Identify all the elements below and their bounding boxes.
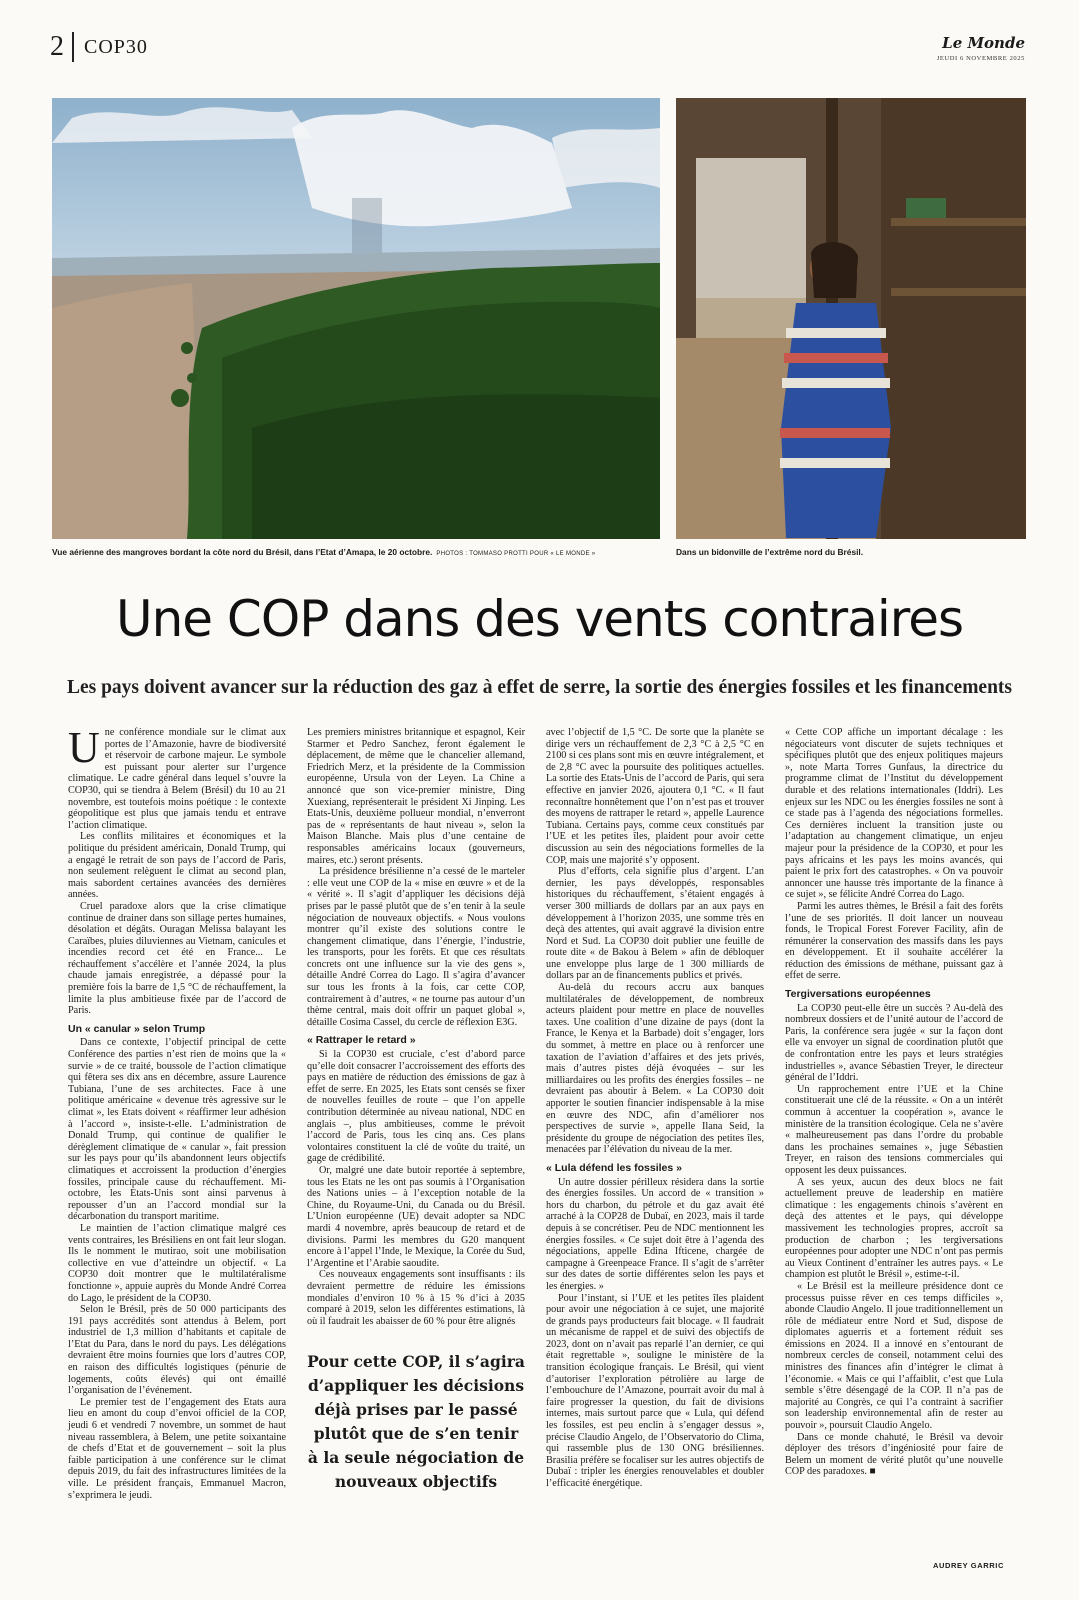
paragraph: La COP30 peut-elle être un succès ? Au-delà des nombreux dossiers et de l’unité autour de l’accord de Paris, la conférence sera jugée « sur la façon dont elle va envoyer un signal de coordination plutôt que de confrontation entre les pays et leurs stratégies industrielles », avance Sébastien Treyer, le directeur général de l’Iddri. — [785, 1002, 1003, 1084]
byline: AUDREY GARRIC — [932, 1561, 1004, 1570]
paragraph: Un autre dossier périlleux résidera dans la sortie des énergies fossiles. Un accord de « transition » hors du charbon, du pétrole et du gaz avait été arraché à la COP28 de Dubaï, en 2023, mais il tarde depuis à se concrétiser. Peu de NDC mentionnent les énergies fossiles. « Ce sujet doit être à l’agenda des négociations, appelle Edina Ifticene, chargée de campagne à Greenpeace France. Il s’agit de s’arrêter sur des dates de sortie différentes selon les pays et les énergies. » — [546, 1176, 764, 1292]
paragraph: Le premier test de l’engagement des Etats aura lieu en amont du coup d’envoi officiel de la COP, jeudi 6 et vendredi 7 novembre, un sommet de haut niveau rassemblera, à Belem, une petite soixantaine de chefs d’Etat et de gouvernement – soit la plus faible participation à une conférence sur le climat depuis 2019, du fait des infrastructures limitées de la ville. Le président français, Emmanuel Macron, s’exprimera le jeudi. — [68, 1396, 286, 1501]
crosshead: Tergiversations européennes — [785, 988, 931, 1001]
shantytown-woman-photo — [676, 98, 1026, 539]
paragraph: Plus d’efforts, cela signifie plus d’argent. L’an dernier, les pays développés, responsables historiques du réchauffement, s’étaient engagés à verser 300 milliards de dollars par an aux pays en développement à l’horizon 2035, une somme très en deçà des attentes, qui avait aggravé la division entre Nord et Sud. La COP30 doit publier une feuille de route dite « de Bakou à Belem » afin de débloquer une enveloppe plus large de 1 300 milliards de dollars par an de financements publics et privés. — [546, 866, 764, 982]
photo-caption-left — [52, 547, 595, 557]
paragraph: Si la COP30 est cruciale, c’est d’abord parce qu’elle doit consacrer l’accroissement des efforts des pays en matière de réduction des émissions de gaz à effet de serre. En 2025, les Etats sont censés se fixer de nouvelles feuilles de route – que l’on appelle contribution déterminée au niveau national, NDC en anglais –, plus ambitieuses, comme le prévoit l’accord de Paris, tous les cinq ans. Ces plans volontaires constituent la clé de voûte du traité, un gage de crédibilité. — [307, 1049, 525, 1165]
subheadline: Les pays doivent avancer sur la réduction des gaz à effet de serre, la sortie des énergies fossiles et les financements — [66, 677, 1013, 698]
paragraph: La présidence brésilienne n’a cessé de le marteler : elle veut une COP de la « mise en œuvre » et de la « vérité ». Il s’agit d’appliquer les décisions déjà prises par le passé plutôt que de s’en tenir à la seule négociation de nouveaux objectifs. « Nous voulons montrer qu’il existe des solutions contre le changement climatique, dans l’énergie, l’industrie, les transports, pour les forêts. Et que ces résultats concrets ont une influence sur la vie des gens », détaille André Correa do Lago. Il s’agira d’avancer sur tous les fronts à la fois, car cette COP, contrairement à d’autres, « ne tourne pas autour d’un thème central, mais doit offrir un paquet global », détaille Cosima Cassel, du cercle de réflexion E3G. — [307, 866, 525, 1028]
headline: Une COP dans des vents contraires — [115, 590, 964, 648]
paragraph: « Le Brésil est la meilleure présidence dont ce processus puisse rêver en ces temps difficiles », abonde Claudio Angelo. Il joue traditionnellement un rôle de médiateur entre Nord et Sud, dispose de diplomates aguerris et a fortement réduit ses émissions en 2024. Il a innové en s’entourant de nombreux cercles de conseil, notamment celui des ministres des finances afin d’intégrer le climat à l’économie. « Mais ce qui l’affaiblit, c’est que Lula semble s’être désengagé de la COP. Il n’a pas de majorité au Congrès, ce qui l’a contraint à sacrifier son leadership environnemental afin de rester au pouvoir », poursuit Claudio Angelo. — [785, 1280, 1003, 1432]
paragraph: Dans ce monde chahuté, le Brésil va devoir déployer des trésors d’ingéniosité pour faire de Belem un moment de vérité plutôt qu’une nouvelle COP des paradoxes. ■ — [785, 1431, 1003, 1478]
paragraph: Les conflits militaires et économiques et la politique du président américain, Donald Trump, qui a engagé le retrait de son pays de l’accord de Paris, non seulement relèguent le climat au second plan, mais sabordent certaines avancées des dernières années. — [68, 831, 286, 901]
article-column-4 — [785, 727, 1003, 1478]
caption-text: Vue aérienne des mangroves bordant la côte nord du Brésil, dans l’Etat d’Amapa, le 20 octobre. — [52, 547, 433, 557]
paragraph: Ces nouveaux engagements sont insuffisants : ils devraient permettre de réduire les émissions mondiales d’environ 10 % à 15 % d’ici à 2035 comparé à 2019, selon les différentes estimations, là où il faudrait les abaisser de 60 % pour être alignés — [307, 1269, 525, 1327]
paragraph: A ses yeux, aucun des deux blocs ne fait actuellement preuve de leadership en matière climatique : les engagements chinois s’avèrent en deçà des attentes et le pays, qui développe massivement les technologies propres, accroît sa production de charbon ; les tergiversations européennes pour adopter une NDC n’ont pas permis au Vieux Continent d’entraîner les autres pays. « Le champion est plutôt le Brésil », estime-t-il. — [785, 1176, 1003, 1281]
article-column-3 — [546, 727, 764, 1490]
page-folio — [50, 32, 148, 62]
paragraph: Cruel paradoxe alors que la crise climatique continue de drainer dans son sillage pertes humaines, désolation et dégâts. Ouragan Melissa balayant les Caraïbes, pluies diluviennes au Vietnam, canicules et incendies record cet été en France... Le réchauffement s’accélère et l’année 2024, la plus chaude jamais enregistrée, a dépassé pour la première fois la barre de 1,5 °C de réchauffement, la limite la plus ambitieuse fixée par de l’accord de Paris. — [68, 900, 286, 1017]
paragraph: Selon le Brésil, près de 50 000 participants des 191 pays accrédités sont attendus à Belem, port industriel de 1,3 million d’habitants et capitale de l’Etat du Para, dans le nord du pays. Les délégations devraient être moins fournies que lors d’autres COP, en raison des difficultés logistiques (pénurie de logements, coûts élevés) qui ont émaillé l’organisation de l’événement. — [68, 1304, 286, 1397]
newspaper-logo: Le Monde — [942, 34, 1025, 52]
photo-caption-right: Dans un bidonville de l’extrême nord du Brésil. — [676, 547, 864, 557]
paragraph: « Cette COP affiche un important décalage : les négociateurs vont discuter de sujets techniques et spécifiques plutôt que des enjeux politiques majeurs », note Marta Torres Gunfaus, la directrice du programme climat de l’Institut du développement durable et des relations internationales (Iddri). Les enjeux sur les NDC ou les énergies fossiles ne sont à ce stade pas à l’agenda des négociations formelles. Ces dernières incluent la transition juste ou l’adaptation au changement climatique, un enjeu majeur pour la présidence de la COP30, et pour les pays africains et les pays les moins avancés, qui paient le prix fort des catastrophes. « On va pouvoir annoncer une hausse très importante de la finance à ce sujet », se félicite André Correa do Lago. — [785, 727, 1003, 901]
crosshead: « Lula défend les fossiles » — [546, 1161, 682, 1174]
page-number: 2 — [50, 31, 64, 62]
article-column-2 — [307, 727, 525, 1327]
folio-divider — [72, 32, 74, 62]
mangrove-aerial-photo — [52, 98, 660, 539]
paragraph: Le maintien de l’action climatique malgré ces vents contraires, les Brésiliens en ont fait leur slogan. Ils le nomment le mutirao, soit une mobilisation collective en vue d’atteindre un objectif. « La COP30 doit montrer que le multilatéralisme fonctionne », appuie auprès du Monde André Correa do Lago, le président de la COP30. — [68, 1222, 286, 1304]
paragraph: Au-delà du recours accru aux banques multilatérales de développement, de nombreux acteurs plaident pour mettre en place de nouvelles taxes. Une coalition d’une dizaine de pays (dont la France, le Kenya et la Barbade) doit s’engager, lors du sommet, à mettre en place ou à renforcer une taxation de l’aviation d’affaires et des jets privés, mais d’autres pistes déjà évoquées – sur les milliardaires ou les profits des énergies fossiles – ne devraient pas aboutir à Belem. « La COP30 doit apporter le soutien financier indispensable à la mise en œuvre des NDC, afin d’améliorer nos perspectives de survie », appelle Ilana Seid, la présidente du groupe de négociation des petites îles, menacées par l’élévation du niveau de la mer. — [546, 982, 764, 1156]
paragraph: ne conférence mondiale sur le climat aux portes de l’Amazonie, havre de biodiversité et réservoir de carbone majeur. Le symbole est puissant pour alerter sur l’urgence climatique. Le cadre général dans lequel s’ouvre la COP30, qui se tiendra à Belem (Brésil) du 10 au 21 novembre, est toutefois moins poétique : le contexte géopolitique est plus que jamais tendu et entrave l’action climatique. — [68, 727, 286, 831]
issue-date: JEUDI 6 NOVEMBRE 2025 — [936, 55, 1025, 62]
photo-credit: PHOTOS : TOMMASO PROTTI POUR « LE MONDE » — [436, 551, 596, 557]
paragraph: Pour l’instant, si l’UE et les petites îles plaident pour avoir une négociation à ce sujet, une majorité de grands pays producteurs fait blocage. « Il faudrait un mécanisme de rappel et de suivi des objectifs de 2023, dont on n’avait pas reparlé l’an dernier, ce qui était regrettable », souligne le ministère de la transition écologique français. Le Brésil, qui vient d’autoriser l’exploration pétrolière au large de l’embouchure de l’Amazone, pourrait avoir du mal à faire progresser la question, du fait de divisions internes, mais surtout parce que « Lula, qui défend les fossiles, est peu enclin à s’engager dessus », précise Claudio Angelo, de l’Observatorio do Clima, qui rassemble plus de 130 ONG brésiliennes. Brasilia préfère se focaliser sur les autres objectifs de Dubaï : tripler les énergies renouvelables et doubler l’efficacité énergétique. — [546, 1292, 764, 1489]
article-column-1 — [68, 723, 286, 1501]
paragraph: Un rapprochement entre l’UE et la Chine constituerait une clé de la réussite. « On a un intérêt commun à accentuer la coopération », avance le ministère de la transition écologique. Cela ne s’avère « malheureusement pas dans l’ordre du probable dans les prochaines semaines », juge Sébastien Treyer, en raison des tensions commerciales qui opposent les deux puissances. — [785, 1083, 1003, 1176]
pull-quote: Pour cette COP, il s’agira d’appliquer les décisions déjà prises par le passé plutôt que de s’en tenir à la seule négociation de nouveaux objectifs — [307, 1352, 525, 1491]
paragraph: avec l’objectif de 1,5 °C. De sorte que la planète se dirige vers un réchauffement de 2,3 °C à 2,5 °C en 2100 si ces plans sont mis en œuvre intégralement, et de 2,8 °C avec la poursuite des politiques actuelles. La sortie des Etats-Unis de l’accord de Paris, qui sera effective en janvier 2026, ajoutera 0,1 °C. « Il faut reconnaître honnêtement que l’on n’est pas et trouver des moyens de rattraper le retard », appelle Laurence Tubiana. Certains pays, comme ceux constitués par l’UE et les petites îles, plaident pour avoir cette discussion au sein des négociations formelles de la COP, mais une majorité s’y opposent. — [546, 727, 764, 866]
paragraph: Les premiers ministres britannique et espagnol, Keir Starmer et Pedro Sanchez, feront également le déplacement, de même que le chancelier allemand, Friedrich Merz, et la présidente de la Commission européenne, Ursula von der Leyen. La Chine a annoncé que son vice-premier ministre, Ding Xuexiang, représenterait le président Xi Jinping. Les Etats-Unis, deuxième pollueur mondial, n’enverront pas de « représentants de haut niveau », selon la Maison Blanche. Mais plus d’une centaine de responsables américains locaux (gouverneurs, maires, etc.) seront présents. — [307, 727, 525, 866]
paragraph: Dans ce contexte, l’objectif principal de cette Conférence des parties n’est rien de moins que la « survie » de ce traité, boussole de l’action climatique qui fêtera ses dix ans en décembre, assure Laurence Tubiana, l’une de ses architectes. Face à une politique américaine « devenue très agressive sur le climat », les Etats doivent « réaffirmer leur adhésion à l’accord », insiste-t-elle. L’administration de Donald Trump, qui continue de qualifier le dérèglement climatique de « canular », fait pression sur les pays pour qu’ils abandonnent leurs objectifs climatiques et accroissent la production d’énergies fossiles, principale cause du réchauffement. Mi-octobre, les Etats-Unis sont ainsi parvenus à repousser d’un an l’accord mondial sur la décarbonation du transport maritime. — [68, 1037, 286, 1223]
paragraph: Parmi les autres thèmes, le Brésil a fait des forêts l’une de ses priorités. Il doit lancer un nouveau fonds, le Tropical Forest Forever Facility, afin de rémunérer la conservation des massifs dans les pays en développement. Et il souhaite accélérer la réduction des émissions de méthane, puissant gaz à effet de serre. — [785, 900, 1003, 982]
drop-cap: U — [68, 723, 100, 772]
section-rubric: COP30 — [84, 35, 148, 58]
crosshead: « Rattraper le retard » — [307, 1034, 416, 1047]
paragraph: Or, malgré une date butoir reportée à septembre, tous les Etats ne les ont pas soumis à l’Organisation des Nations unies – à l’exception notable de la Chine, du Royaume-Uni, du Canada ou du Brésil. L’Union européenne (UE) devait adopter sa NDC mardi 4 novembre, après beaucoup de retard et de divisions. Parmi les membres du G20 manquent encore à l’appel l’Inde, le Mexique, la Corée du Sud, l’Argentine et l’Arabie saoudite. — [307, 1164, 525, 1269]
crosshead: Un « canular » selon Trump — [68, 1022, 206, 1035]
masthead — [937, 34, 1025, 62]
